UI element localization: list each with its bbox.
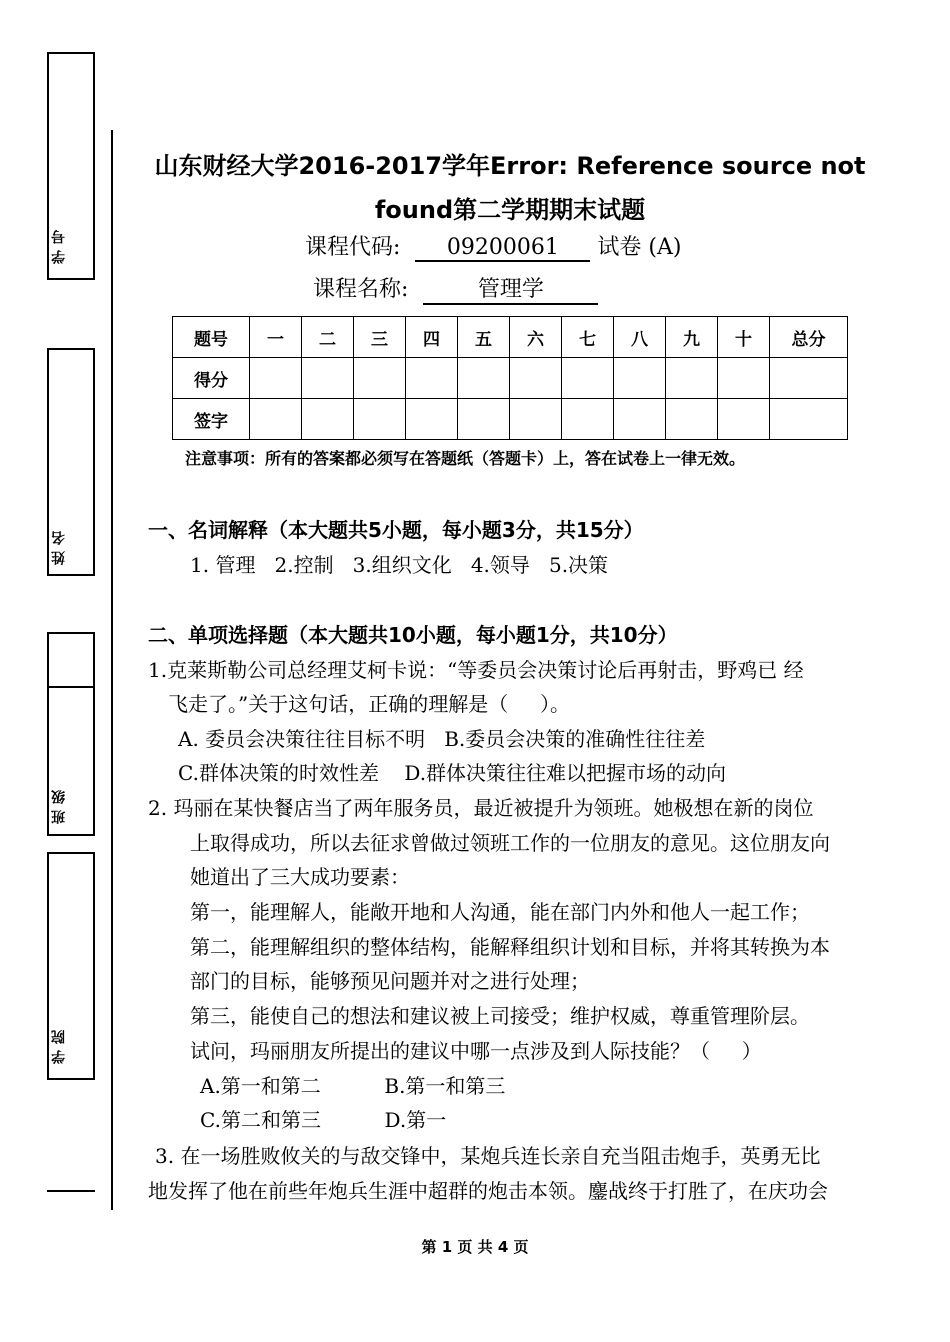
course-code-value: 09200061 xyxy=(415,235,590,262)
header-cell: 六 xyxy=(510,317,562,358)
section1-items: 1. 管理 2.控制 3.组织文化 4.领导 5.决策 xyxy=(190,553,609,577)
header-cell: 四 xyxy=(406,317,458,358)
signature-row xyxy=(173,399,848,440)
header-cell: 一 xyxy=(250,317,302,358)
class-box-divider xyxy=(47,686,95,688)
course-code-row xyxy=(305,230,681,262)
course-name-value: 管理学 xyxy=(423,272,598,305)
question-line: 飞走了。”关于这句话，正确的理解是（ ）。 xyxy=(168,692,571,716)
signature-cell xyxy=(770,399,848,440)
header-cell: 总分 xyxy=(770,317,848,358)
score-cell xyxy=(250,358,302,399)
course-name-label: 课程名称: xyxy=(313,277,409,302)
option-line: C.第二和第三 D.第一 xyxy=(200,1108,447,1132)
option-line: A.第一和第二 B.第一和第三 xyxy=(200,1074,506,1098)
section1-heading: 一、名词解释（本大题共5小题，每小题3分，共15分） xyxy=(148,518,644,542)
question-line: 第二，能理解组织的整体结构，能解释组织计划和目标，并将其转换为本 xyxy=(190,935,830,959)
course-name-row xyxy=(313,272,598,305)
score-cell xyxy=(458,358,510,399)
signature-cell xyxy=(562,399,614,440)
bottom-rule xyxy=(47,1190,95,1192)
signature-cell xyxy=(510,399,562,440)
option-line: C.群体决策的时效性差 D.群体决策往往难以把握市场的动向 xyxy=(178,761,727,785)
score-table xyxy=(172,316,848,440)
question-line: 3. 在一场胜败攸关的与敌交锋中，某炮兵连长亲自充当阻击炮手，英勇无比 xyxy=(155,1144,821,1168)
question-line: 2. 玛丽在某快餐店当了两年服务员，最近被提升为领班。她极想在新的岗位 xyxy=(148,796,814,820)
header-cell: 七 xyxy=(562,317,614,358)
signature-cell xyxy=(718,399,770,440)
option-line: A. 委员会决策往往目标不明 B.委员会决策的准确性往往差 xyxy=(178,727,706,751)
section2-heading: 二、单项选择题（本大题共10小题，每小题1分，共10分） xyxy=(148,623,678,647)
header-cell: 九 xyxy=(666,317,718,358)
score-cell xyxy=(510,358,562,399)
question-line: 试问，玛丽朋友所提出的建议中哪一点涉及到人际技能？（ ） xyxy=(190,1039,762,1063)
header-cell: 八 xyxy=(614,317,666,358)
header-cell: 三 xyxy=(354,317,406,358)
class-label: 班级 xyxy=(51,784,67,824)
score-cell xyxy=(562,358,614,399)
name-box xyxy=(47,348,95,576)
question-line: 1.克莱斯勒公司总经理艾柯卡说：“等委员会决策讨论后再射击，野鸡已 经 xyxy=(148,658,804,682)
exam-title-line1: 山东财经大学2016-2017学年Error: Reference source not xyxy=(154,152,866,180)
signature-cell xyxy=(354,399,406,440)
question-line: 部门的目标，能够预见问题并对之进行处理； xyxy=(190,969,590,993)
score-table-header-row xyxy=(173,317,848,358)
header-cell: 十 xyxy=(718,317,770,358)
question-line: 第一，能理解人，能敞开地和人沟通，能在部门内外和他人一起工作； xyxy=(190,900,810,924)
signature-cell xyxy=(406,399,458,440)
signature-cell xyxy=(302,399,354,440)
question-line: 地发挥了他在前些年炮兵生涯中超群的炮击本领。鏖战终于打胜了，在庆功会 xyxy=(148,1179,828,1203)
question-line: 上取得成功，所以去征求曾做过领班工作的一位朋友的意见。这位朋友向 xyxy=(190,831,830,855)
course-code-label: 课程代码: xyxy=(305,235,401,260)
exam-notice: 注意事项：所有的答案都必须写在答题纸（答题卡）上，答在试卷上一律无效。 xyxy=(185,449,746,468)
score-cell xyxy=(666,358,718,399)
header-cell: 题号 xyxy=(173,317,250,358)
header-cell: 五 xyxy=(458,317,510,358)
binding-line xyxy=(111,130,113,1210)
question-line: 第三，能使自己的想法和建议被上司接受；维护权威，尊重管理阶层。 xyxy=(190,1004,810,1028)
student-id-label: 学号 xyxy=(51,224,67,264)
signature-cell xyxy=(458,399,510,440)
signature-cell xyxy=(666,399,718,440)
row-label: 签字 xyxy=(173,399,250,440)
score-cell xyxy=(614,358,666,399)
question-line: 她道出了三大成功要素： xyxy=(190,865,410,889)
score-cell xyxy=(406,358,458,399)
page-footer: 第 1 页 共 4 页 xyxy=(421,1238,529,1256)
exam-title-line2: found第二学期期末试题 xyxy=(374,196,646,224)
class-box xyxy=(47,632,95,836)
college-box xyxy=(47,852,95,1080)
paper-label: 试卷 (A) xyxy=(597,235,682,260)
score-row xyxy=(173,358,848,399)
signature-cell xyxy=(250,399,302,440)
student-id-box xyxy=(47,52,95,280)
score-cell xyxy=(770,358,848,399)
score-cell xyxy=(302,358,354,399)
score-cell xyxy=(354,358,406,399)
score-cell xyxy=(718,358,770,399)
header-cell: 二 xyxy=(302,317,354,358)
row-label: 得分 xyxy=(173,358,250,399)
college-label: 学院 xyxy=(51,1024,67,1064)
signature-cell xyxy=(614,399,666,440)
name-label: 姓名 xyxy=(51,525,67,565)
